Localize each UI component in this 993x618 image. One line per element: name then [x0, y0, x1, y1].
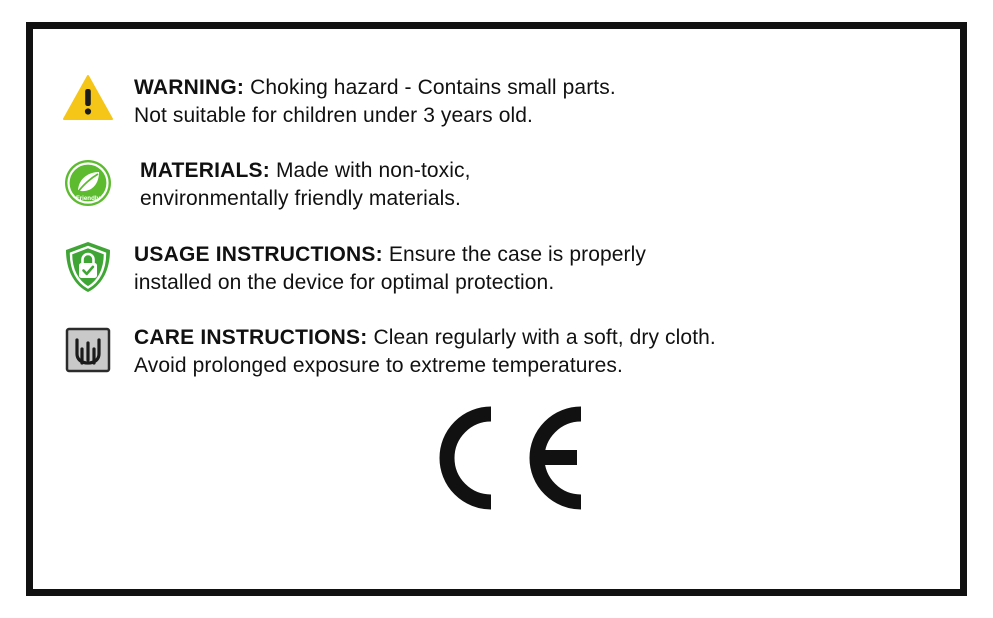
notice-warning-line2: Not suitable for children under 3 years old. — [134, 103, 533, 127]
notice-warning-heading: WARNING: — [134, 76, 251, 99]
notice-materials — [60, 153, 945, 212]
notice-materials-line2: environmentally friendly materials. — [140, 187, 461, 211]
notice-warning-text — [134, 70, 616, 129]
label-content — [60, 52, 945, 584]
notice-materials-text — [134, 153, 471, 212]
warning-triangle-icon — [60, 70, 116, 126]
notice-usage-heading: USAGE INSTRUCTIONS: — [134, 242, 389, 266]
notice-usage — [60, 237, 945, 296]
svg-text:Friendly: Friendly — [75, 195, 101, 203]
notice-care — [60, 320, 945, 379]
shield-check-icon — [60, 239, 116, 295]
notice-materials-heading: MATERIALS: — [140, 159, 276, 183]
certification-area — [60, 402, 945, 514]
notice-usage-text — [134, 237, 646, 296]
notice-care-heading: CARE INSTRUCTIONS: — [134, 326, 374, 350]
notice-care-line1: Clean regularly with a soft, dry cloth. — [373, 326, 716, 350]
eco-friendly-leaf-icon — [60, 155, 116, 211]
handle-with-care-icon — [60, 322, 116, 378]
notice-warning-line1: Choking hazard - Contains small parts. — [250, 76, 616, 99]
notice-care-text — [134, 320, 716, 379]
notice-list — [60, 52, 945, 380]
ce-conformity-mark — [413, 402, 593, 514]
notice-warning — [60, 70, 945, 129]
notice-usage-line1: Ensure the case is properly — [388, 242, 647, 266]
notice-usage-line2: installed on the device for optimal protection. — [134, 270, 555, 294]
notice-materials-line1: Made with non-toxic, — [275, 159, 471, 183]
notice-care-line2: Avoid prolonged exposure to extreme temperatures. — [134, 354, 623, 378]
